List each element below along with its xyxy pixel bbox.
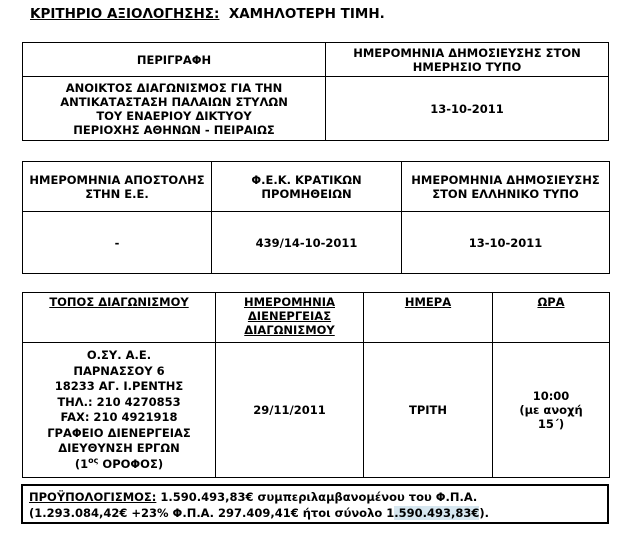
evaluation-criterion bbox=[30, 6, 385, 22]
tender-table bbox=[22, 292, 610, 478]
eu-send-date: - bbox=[23, 212, 212, 274]
fek-number: 439/14-10-2011 bbox=[212, 212, 402, 274]
criterion-label: ΚΡΙΤΗΡΙΟ ΑΞΙΟΛΟΓΗΣΗΣ: bbox=[30, 6, 220, 22]
header-fek: Φ.Ε.Κ. ΚΡΑΤΙΚΩΝ ΠΡΟΜΗΘΕΙΩΝ bbox=[212, 162, 402, 212]
table-row bbox=[23, 343, 610, 478]
header-greek-press-date: ΗΜΕΡΟΜΗΝΙΑ ΔΗΜΟΣΙΕΥΣΗΣ ΣΤΟΝ ΕΛΛΗΝΙΚΟ ΤΥΠΟ bbox=[402, 162, 610, 212]
description-table bbox=[22, 42, 609, 141]
selected-text: .590.493,83€ bbox=[394, 506, 480, 520]
header-place: ΤΟΠΟΣ ΔΙΑΓΩΝΙΣΜΟΥ bbox=[23, 293, 216, 343]
table-row bbox=[23, 293, 610, 343]
floor-line: ($1^{o\varsigma}$ ΟΡΟΦΟΣ) bbox=[74, 455, 164, 471]
budget-line-1: ΠΡΟΫΠΟΛΟΓΙΣΜΟΣ: 1.590.493,83€ συμπεριλαμβανομένου του Φ.Π.Α. bbox=[29, 490, 478, 504]
header-time: ΩΡΑ bbox=[493, 293, 610, 343]
header-day: ΗΜΕΡΑ bbox=[364, 293, 493, 343]
criterion-value: ΧΑΜΗΛΟΤΕΡΗ ΤΙΜΗ. bbox=[228, 6, 385, 22]
tender-time: 10:00 (με ανοχή 15΄) bbox=[493, 343, 610, 478]
table-row bbox=[23, 43, 609, 77]
budget-box bbox=[21, 484, 609, 524]
header-press-date: ΗΜΕΡΟΜΗΝΙΑ ΔΗΜΟΣΙΕΥΣΗΣ ΣΤΟΝ ΗΜΕΡΗΣΙΟ ΤΥΠΟ bbox=[326, 43, 609, 77]
budget-label: ΠΡΟΫΠΟΛΟΓΙΣΜΟΣ: bbox=[29, 490, 157, 504]
header-tender-date: ΗΜΕΡΟΜΗΝΙΑ ΔΙΕΝΕΡΓΕΙΑΣ ΔΙΑΓΩΝΙΣΜΟΥ bbox=[216, 293, 364, 343]
table-row bbox=[23, 77, 609, 141]
publication-table bbox=[22, 161, 610, 274]
tender-date: 29/11/2011 bbox=[216, 343, 364, 478]
table-row bbox=[23, 162, 610, 212]
budget-line-2: (1.293.084,42€ +23% Φ.Π.Α. 297.409,41€ ήτοι σύνολο 1.590.493,83€). bbox=[29, 506, 490, 520]
table-row bbox=[23, 212, 610, 274]
greek-press-date: 13-10-2011 bbox=[402, 212, 610, 274]
header-description: ΠΕΡΙΓΡΑΦΗ bbox=[23, 43, 326, 77]
tender-place: Ο.ΣΥ. Α.Ε. ΠΑΡΝΑΣΣΟΥ 6 18233 ΑΓ. Ι.ΡΕΝΤΗΣ ΤΗΛ.: 210 4270853 FAX: 210 4921918 ΓΡΑΦΕΙΟ ΔΙΕΝΕΡΓΕΙΑΣ ΔΙΕΥΘΥΝΣΗ ΕΡΓΩΝ ($1^{o\varsigma}$ ΟΡΟΦΟΣ) bbox=[23, 343, 216, 478]
header-eu-send-date: ΗΜΕΡΟΜΗΝΙΑ ΑΠΟΣΤΟΛΗΣ ΣΤΗΝ Ε.Ε. bbox=[23, 162, 212, 212]
tender-description: ΑΝΟΙΚΤΟΣ ΔΙΑΓΩΝΙΣΜΟΣ ΓΙΑ ΤΗΝ ΑΝΤΙΚΑΤΑΣΤΑΣΗ ΠΑΛΑΙΩΝ ΣΤΥΛΩΝ ΤΟΥ ΕΝΑΕΡΙΟΥ ΔΙΚΤΥΟΥ ΠΕΡΙΟΧΗΣ ΑΘΗΝΩΝ - ΠΕΙΡΑΙΩΣ bbox=[23, 77, 326, 141]
press-date: 13-10-2011 bbox=[326, 77, 609, 141]
tender-day: ΤΡΙΤΗ bbox=[364, 343, 493, 478]
